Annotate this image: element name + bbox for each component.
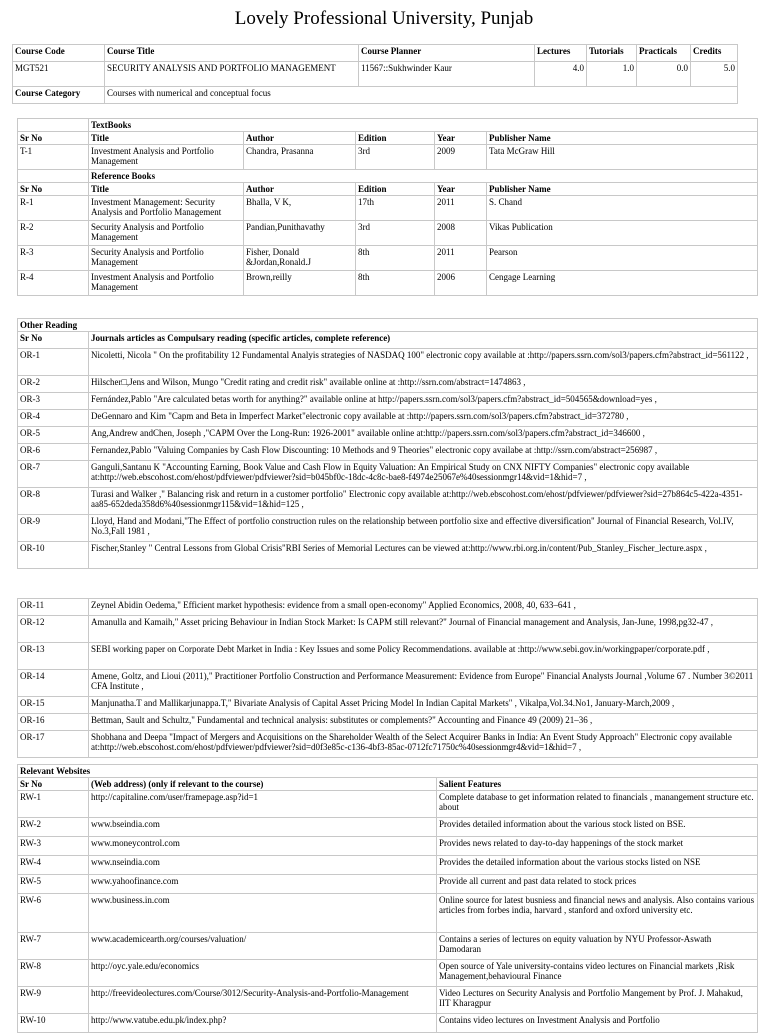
relevant-websites-table (17, 764, 758, 1033)
table-row (18, 643, 758, 670)
col-year: Year (435, 132, 487, 145)
table-row (18, 444, 758, 461)
other-reading-header-row (18, 332, 758, 349)
web-address-cell[interactable]: http://www.vatube.edu.pk/index.php? (89, 1014, 437, 1033)
other-reading-section-label: Other Reading (18, 319, 758, 332)
edition-cell: 3rd (356, 221, 435, 246)
table-row (18, 697, 758, 714)
table-row (18, 271, 758, 296)
other-reading-table-continued (17, 598, 758, 758)
sr-no-cell: R-4 (18, 271, 89, 296)
sr-no-cell: OR-7 (18, 461, 89, 488)
col-publisher: Publisher Name (487, 132, 758, 145)
reference-cell: Fernández,Pablo "Are calculated betas worth for anything?" available online at http://papers.ssrn.com/sol3/papers.cfm?abstract_id=504565&download=yes , (89, 393, 758, 410)
sr-no-cell: OR-2 (18, 376, 89, 393)
web-address-cell[interactable]: www.business.in.com (89, 894, 437, 933)
sr-no-cell: RW-7 (18, 933, 89, 960)
web-address-cell[interactable]: http://oyc.yale.edu/economics (89, 960, 437, 987)
lectures-value: 4.0 (535, 62, 587, 87)
table-row (18, 145, 758, 170)
web-address-cell[interactable]: www.yahoofinance.com (89, 875, 437, 894)
col-edition: Edition (356, 132, 435, 145)
table-row (18, 875, 758, 894)
websites-section-label: Relevant Websites (18, 765, 758, 778)
reference-cell: Shobhana and Deepa "Impact of Mergers and Acquisitions on the Shareholder Wealth of the Select Acquirer Banks in India: An Event Study Approach" Electronic copy available at:http://web.ebscohost.com/ehost/pdfviewer/pdfviewer?sid=d0f3e85c-c136-4bf3-85ac-0712fc71750c%40sessionmgr4&vid=1&hid=7 , (89, 731, 758, 758)
reference-cell: Zeynel Abidin Oedema," Efficient market hypothesis: evidence from a small open-economy" Applied Economics, 2008, 40, 633–641 , (89, 599, 758, 616)
textbooks-header-row (18, 132, 758, 145)
table-row (18, 894, 758, 933)
textbooks-section-row (18, 119, 758, 132)
col-web-address: (Web address) (only if relevant to the course) (89, 778, 437, 791)
edition-cell: 8th (356, 271, 435, 296)
col-sr-no: Sr No (18, 778, 89, 791)
websites-section-row (18, 765, 758, 778)
books-table (17, 118, 758, 296)
features-cell: Video Lectures on Security Analysis and Portfolio Mangement by Prof. J. Mahakud, IIT Kharagpur (437, 987, 758, 1014)
reference-cell: Nicoletti, Nicola " On the profitability 12 Fundamental Analyis strategies of NASDAQ 100" electronic copy available at :http://papers.ssrn.com/sol3/papers.cfm?abstract_id=561122 , (89, 349, 758, 376)
publisher-cell: Tata McGraw Hill (487, 145, 758, 170)
header-tutorials: Tutorials (587, 45, 637, 62)
reference-cell: Bettman, Sault and Schultz," Fundamental and technical analysis: substitutes or complements?" Accounting and Finance 49 (2009) 21–36 , (89, 714, 758, 731)
sr-no-cell: OR-12 (18, 616, 89, 643)
col-sr-no: Sr No (18, 183, 89, 196)
author-cell: Fisher, Donald &Jordan,Ronald.J (244, 246, 356, 271)
col-author: Author (244, 132, 356, 145)
col-publisher: Publisher Name (487, 183, 758, 196)
sr-no-cell: RW-9 (18, 987, 89, 1014)
other-reading-section-row (18, 319, 758, 332)
table-row (18, 933, 758, 960)
table-row (18, 221, 758, 246)
col-salient-features: Salient Features (437, 778, 758, 791)
features-cell: Open source of Yale university-contains video lectures on Financial markets ,Risk Management,behavioural Finance (437, 960, 758, 987)
reference-cell: DeGennaro and Kim "Capm and Beta in Imperfect Market"electronic copy available at :http://papers.ssrn.com/sol3/papers.cfm?abstract_id=372780 , (89, 410, 758, 427)
year-cell: 2011 (435, 246, 487, 271)
title-cell: Security Analysis and Portfolio Management (89, 221, 244, 246)
sr-no-cell: RW-8 (18, 960, 89, 987)
features-cell: Contains a series of lectures on equity valuation by NYU Professor-Aswath Damodaran (437, 933, 758, 960)
course-title: SECURITY ANALYSIS AND PORTFOLIO MANAGEMENT (105, 62, 359, 87)
other-reading-table (17, 318, 758, 569)
sr-no-cell: RW-6 (18, 894, 89, 933)
table-row (18, 393, 758, 410)
sr-no-cell: OR-14 (18, 670, 89, 697)
sr-no-cell: OR-17 (18, 731, 89, 758)
features-cell: Provide all current and past data related to stock prices (437, 875, 758, 894)
col-title: Title (89, 132, 244, 145)
col-title: Title (89, 183, 244, 196)
sr-no-cell: OR-8 (18, 488, 89, 515)
publisher-cell: Vikas Publication (487, 221, 758, 246)
sr-no-cell: OR-5 (18, 427, 89, 444)
sr-no-cell: OR-15 (18, 697, 89, 714)
header-course-title: Course Title (105, 45, 359, 62)
web-address-cell[interactable]: http://freevideolectures.com/Course/3012/Security-Analysis-and-Portfolio-Management (89, 987, 437, 1014)
author-cell: Chandra, Prasanna (244, 145, 356, 170)
table-row (18, 1014, 758, 1033)
features-cell: Provides the detailed information about the various stocks listed on NSE (437, 856, 758, 875)
sr-no-cell: OR-4 (18, 410, 89, 427)
course-category-label: Course Category (13, 87, 105, 104)
col-sr-no: Sr No (18, 332, 89, 349)
col-edition: Edition (356, 183, 435, 196)
table-row (18, 670, 758, 697)
course-values-row (13, 62, 738, 87)
col-journal-articles: Journals articles as Compulsary reading (specific articles, complete reference) (89, 332, 758, 349)
publisher-cell: Cengage Learning (487, 271, 758, 296)
publisher-cell: Pearson (487, 246, 758, 271)
sr-no-cell: RW-4 (18, 856, 89, 875)
sr-no-cell: R-2 (18, 221, 89, 246)
course-planner: 11567::Sukhwinder Kaur (359, 62, 535, 87)
table-row (18, 488, 758, 515)
table-row (18, 410, 758, 427)
references-section-row (18, 170, 758, 183)
course-code: MGT521 (13, 62, 105, 87)
table-row (18, 791, 758, 818)
col-sr-no: Sr No (18, 132, 89, 145)
reference-cell: Hilscher□,Jens and Wilson, Mungo "Credit rating and credit risk" available online at :http://ssrn.com/abstract=1474863 , (89, 376, 758, 393)
references-section-label: Reference Books (89, 170, 758, 183)
features-cell: Provides news related to day-to-day happenings of the stock market (437, 837, 758, 856)
year-cell: 2009 (435, 145, 487, 170)
table-row (18, 856, 758, 875)
web-address-cell[interactable]: www.nseindia.com (89, 856, 437, 875)
author-cell: Pandian,Punithavathy (244, 221, 356, 246)
course-category-row (13, 87, 738, 104)
year-cell: 2008 (435, 221, 487, 246)
sr-no-cell: RW-2 (18, 818, 89, 837)
web-address-cell[interactable]: www.moneycontrol.com (89, 837, 437, 856)
features-cell: Provides detailed information about the various stock listed on BSE. (437, 818, 758, 837)
table-row (18, 461, 758, 488)
tutorials-value: 1.0 (587, 62, 637, 87)
header-course-planner: Course Planner (359, 45, 535, 62)
sr-no-cell: OR-11 (18, 599, 89, 616)
practicals-value: 0.0 (637, 62, 691, 87)
sr-no-cell: OR-6 (18, 444, 89, 461)
table-row (18, 818, 758, 837)
reference-cell: Turasi and Walker ," Balancing risk and return in a customer portfolio" Electronic copy available at:http://web.ebscohost.com/ehost/pdfviewer/pdfviewer?sid=27b864c5-422a-4351-aa85-652deda358d6%40sessionmgr115&vid=1&hid=125 , (89, 488, 758, 515)
author-cell: Brown,reilly (244, 271, 356, 296)
sr-no-cell: OR-3 (18, 393, 89, 410)
year-cell: 2006 (435, 271, 487, 296)
reference-cell: Fernandez,Pablo "Valuing Companies by Cash Flow Discounting: 10 Methods and 9 Theories" electronic copy availabe at :http://ssrn.com/abstract=256987 , (89, 444, 758, 461)
features-cell: Contains video lectures on Investment Analysis and Portfolio (437, 1014, 758, 1033)
table-row (18, 599, 758, 616)
table-row (18, 837, 758, 856)
sr-no-cell: RW-3 (18, 837, 89, 856)
edition-cell: 17th (356, 196, 435, 221)
author-cell: Bhalla, V K, (244, 196, 356, 221)
header-practicals: Practicals (637, 45, 691, 62)
web-address-cell[interactable]: www.bseindia.com (89, 818, 437, 837)
sr-no-cell: OR-16 (18, 714, 89, 731)
reference-cell: Lloyd, Hand and Modani,"The Effect of portfolio construction rules on the relationship between portfolio sixe and effective diversification" Journal of Financial Research, Vol.IV, No.3,Fall 1981 , (89, 515, 758, 542)
publisher-cell: S. Chand (487, 196, 758, 221)
sr-no-cell: T-1 (18, 145, 89, 170)
web-address-cell[interactable]: http://capitaline.com/user/framepage.asp?id=1 (89, 791, 437, 818)
title-cell: Investment Management: Security Analysis and Portfolio Management (89, 196, 244, 221)
header-credits: Credits (691, 45, 738, 62)
reference-cell: Ang,Andrew andChen, Joseph ,"CAPM Over the Long-Run: 1926-2001" available online at:http://papers.ssrn.com/sol3/papers.cfm?abstract_id=346600 , (89, 427, 758, 444)
reference-cell: Manjunatha.T and Mallikarjunappa.T," Bivariate Analysis of Capital Asset Pricing Model In Indian Capital Markets" , Vikalpa,Vol.34.No1, January-March,2009 , (89, 697, 758, 714)
sr-no-cell: R-1 (18, 196, 89, 221)
title-cell: Investment Analysis and Portfolio Management (89, 145, 244, 170)
sr-no-cell: RW-10 (18, 1014, 89, 1033)
table-row (18, 196, 758, 221)
table-row (18, 714, 758, 731)
reference-cell: SEBI working paper on Corporate Debt Market in India : Key Issues and some Policy Recommendations. available at :http://www.sebi.gov.in/workingpaper/corporate.pdf , (89, 643, 758, 670)
features-cell: Complete database to get information related to financials , manangement structure etc. about (437, 791, 758, 818)
table-row (18, 427, 758, 444)
col-year: Year (435, 183, 487, 196)
edition-cell: 8th (356, 246, 435, 271)
table-row (18, 960, 758, 987)
sr-no-cell: OR-10 (18, 542, 89, 569)
references-header-row (18, 183, 758, 196)
col-author: Author (244, 183, 356, 196)
table-row (18, 246, 758, 271)
table-row (18, 616, 758, 643)
title-cell: Security Analysis and Portfolio Management (89, 246, 244, 271)
sr-no-cell: R-3 (18, 246, 89, 271)
header-lectures: Lectures (535, 45, 587, 62)
sr-no-cell: OR-1 (18, 349, 89, 376)
reference-cell: Amene, Goltz, and Lioui (2011)," Practitioner Portfolio Construction and Performance Measurement: Evidence from Europe" Financial Analysts Journal ,Volume 67 . Number 3©2011 CFA Institute , (89, 670, 758, 697)
table-row (18, 542, 758, 569)
sr-no-cell: RW-5 (18, 875, 89, 894)
course-info-table (12, 44, 738, 104)
credits-value: 5.0 (691, 62, 738, 87)
table-row (18, 376, 758, 393)
sr-no-cell: RW-1 (18, 791, 89, 818)
page-title: Lovely Professional University, Punjab (234, 8, 534, 29)
table-row (18, 987, 758, 1014)
header-course-code: Course Code (13, 45, 105, 62)
table-row (18, 731, 758, 758)
year-cell: 2011 (435, 196, 487, 221)
features-cell: Online source for latest busniess and financial news and analysis. Also contains various articles from forbes india, harvard , stanford and oxford university etc. (437, 894, 758, 933)
title-cell: Investment Analysis and Portfolio Management (89, 271, 244, 296)
web-address-cell[interactable]: www.academicearth.org/courses/valuation/ (89, 933, 437, 960)
reference-cell: Amanulla and Kamaih," Asset pricing Behaviour in Indian Stock Market: Is CAPM still relevant?" Journal of Financial management and Analysis, Jan-June, 1998,pg32-47 , (89, 616, 758, 643)
textbooks-section-label: TextBooks (89, 119, 758, 132)
sr-no-cell: OR-13 (18, 643, 89, 670)
websites-header-row (18, 778, 758, 791)
course-category-value: Courses with numerical and conceptual focus (105, 87, 738, 104)
sr-no-cell: OR-9 (18, 515, 89, 542)
table-row (18, 515, 758, 542)
reference-cell: Ganguli,Santanu K "Accounting Earning, Book Value and Cash Flow in Equity Valuation: An Empirical Study on CNX NIFTY Companies" electronic copy available at:http://web.ebscohost.com/ehost/pdfviewer/pdfviewer?sid=b045bf0c-18dc-4c8c-bae8-f4974e25067e%40sessionmgr14&vid=1&hid=7 , (89, 461, 758, 488)
table-row (18, 349, 758, 376)
course-header-row (13, 45, 738, 62)
reference-cell: Fischer,Stanley " Central Lessons from Global Crisis"RBI Series of Memorial Lectures can be viewed at:http://www.rbi.org.in/content/Pub_Stanley_Fischer_lecture.aspx , (89, 542, 758, 569)
edition-cell: 3rd (356, 145, 435, 170)
